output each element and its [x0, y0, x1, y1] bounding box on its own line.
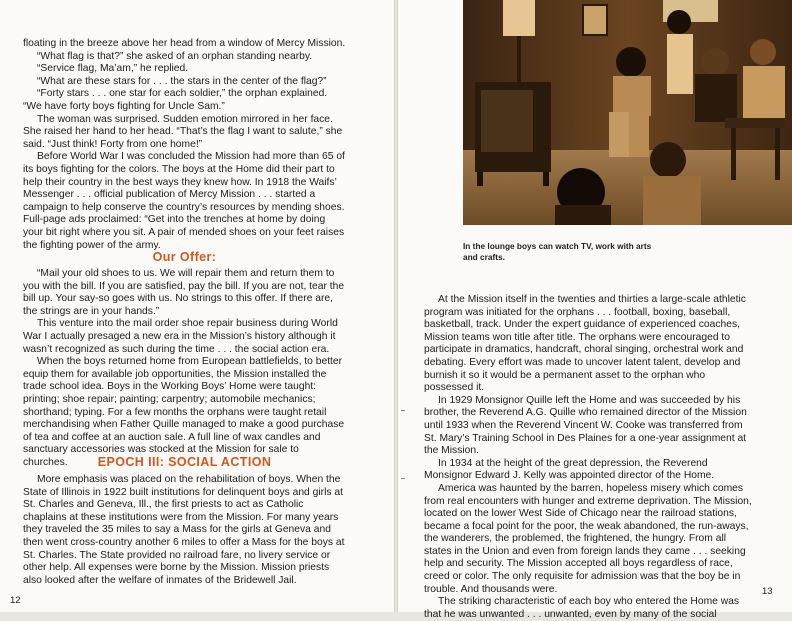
right-column-text — [424, 294, 756, 621]
left-offer-text — [23, 268, 346, 470]
left-intro-text — [23, 38, 346, 252]
margin-mark — [401, 478, 405, 479]
lounge-photo-image — [463, 0, 792, 225]
left-epoch-text — [23, 474, 346, 587]
paragraph: “Mail your old shoes to us. We will repair them and return them to you with the bill. If you are satisfied, pay the bill. If you are not, tear the bill up. Your say-so goes with us. No strings to this offer. If there are, the strings are in your hands.” — [23, 268, 345, 317]
page-number-right: 13 — [762, 586, 773, 597]
paragraph: “Forty stars . . . one star for each soldier,” the orphan explained. “We have forty boys fighting for Uncle Sam.” — [23, 88, 328, 112]
page-number-left: 12 — [10, 595, 21, 606]
paragraph: More emphasis was placed on the rehabilitation of boys. When the State of Illinois in 1922 built institutions for delinquent boys and girls at St. Charles and Geneva, Ill., the first priests to act as Catholic chaplains at these institutions were from the Mission. For many years they traveled the 35 miles to say a Mass for the girls at Geneva and then went cross-country another 6 miles to offer a Mass for the boys at St. Charles. The State provided no railroad fare, no livery service or other help. All expenses were borne by the Mission. Mission priests also looked after the welfare of inmates of the Bridewell Jail. — [23, 474, 345, 586]
offer-heading: Our Offer: — [152, 250, 217, 264]
paragraph: In 1929 Monsignor Quille left the Home and was succeeded by his brother, the Reverend A.G. Quille who remained director of the Mission until 1933 when the Reverend Vincent W. Cooke was transferred from St. Mary’s Training School in Des Plaines for a one-year assignment at the Mission. — [424, 394, 747, 457]
lounge-photo — [463, 0, 792, 225]
paragraph: floating in the breeze above her head from a window of Mercy Mission. — [23, 38, 346, 49]
margin-mark — [401, 410, 405, 411]
paragraph: At the Mission itself in the twenties and thirties a large-scale athletic program was initiated for the orphans . . . football, boxing, baseball, basketball, track. Under the expert guidance of experienced coaches, Mission teams won title after title. The orphans were encouraged to participate in dramatics, handcraft, choral singing, orchestral work and debating. Every effort was made to uncover latent talent, develop and burnish it so it would be a permanent asset to the orphan who possessed it. — [424, 294, 746, 394]
paragraph: In 1934 at the height of the great depression, the Reverend Monsignor Edward J. Kelly was appointed director of the Home. — [424, 457, 715, 482]
paragraph: When the boys returned home from European battlefields, to better equip them for available job opportunities, the Mission installed the trade school idea. Boys in the Working Boys’ Home were taught: printing; shoe repair; painting; carpentry; automobile mechanics; shorthand; typing. For a few months the orphans were taught retail merchandising when Father Quille managed to make a good purchase of tea and coffee at an auction sale. A full line of wax candles and sanctuary accessories was stocked at the Mission for sale to churches. — [23, 356, 345, 468]
paragraph: “Service flag, Ma’am,” he replied. — [37, 63, 189, 75]
paragraph: “What flag is that?” she asked of an orphan standing nearby. — [37, 50, 313, 62]
paragraph: The woman was surprised. Sudden emotion mirrored in her face. She raised her hand to her head. “That’s the flag I want to salute,” she said. “Just think! Forty from one home!” — [23, 113, 343, 150]
photo-caption: In the lounge boys can watch TV, work with arts and crafts. — [463, 241, 652, 262]
paragraph: “What are these stars for . . . the stars in the center of the flag?” — [37, 75, 327, 87]
paragraph: Before World War I was concluded the Mission had more than 65 of its boys fighting for the colors. The boys at the Home did their part to help their country in the best ways they knew how. In 1918 the Waifs’ Messenger . . . official publication of Mercy Mission . . . started a campaign to help conserve the country’s resources by mending shoes. Full-page ads proclaimed: “Get into the trenches at home by doing your bit right where you sit. A pair of mended shoes on your feet raises the fighting power of the army. — [23, 151, 345, 251]
paragraph: This venture into the mail order shoe repair business during World War I actually presaged a new era in the Mission’s history although it wasn’t recognized as such during the time . . . the social action era. — [23, 318, 338, 355]
paragraph: The striking characteristic of each boy who entered the Home was that he was unwanted . . . unwanted, even by many of the social — [424, 596, 740, 620]
epoch-heading: EPOCH III: SOCIAL ACTION — [97, 455, 272, 469]
paragraph: America was haunted by the barren, hopeless misery which comes from real encounters with hunger and extreme deprivation. The Mission, located on the lower West Side of Chicago near the railroad stations, became a focal point for the poor, the weak abandoned, the run-aways, the wanderers, the problemed, the frightened, the hungry. From all states in the Union and even from foreign lands they came . . . seeking help and security. The Mission accepted all boys regardless of race, creed or color. The only requisite for admission was that the boy be in trouble. And thousands were. — [424, 482, 752, 595]
